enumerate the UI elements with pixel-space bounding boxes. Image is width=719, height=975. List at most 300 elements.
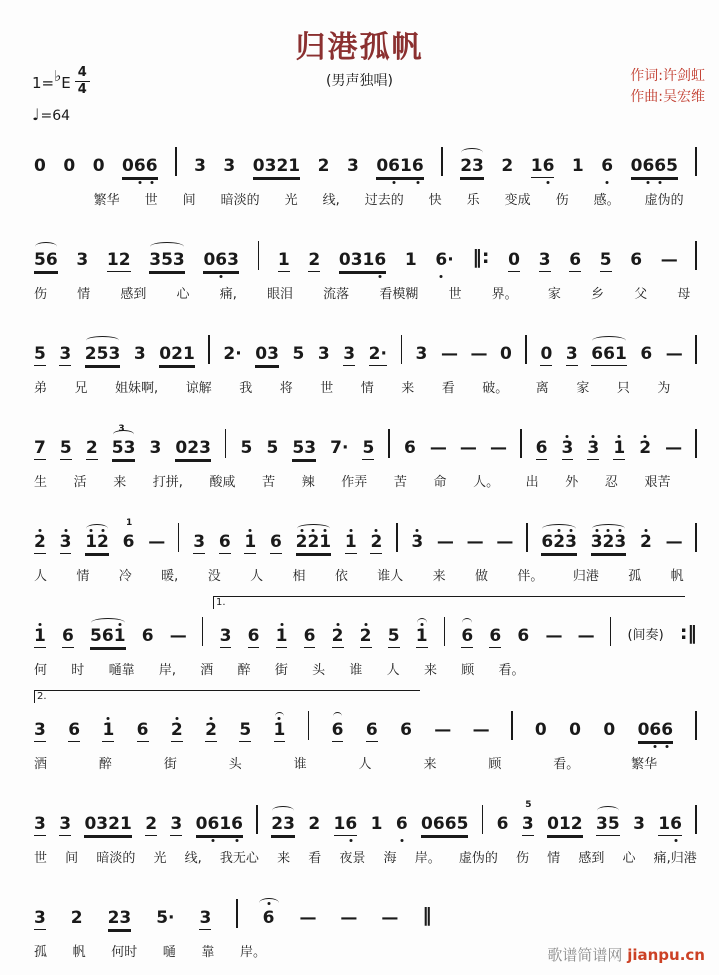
barline xyxy=(695,805,697,834)
grace-note: 5 xyxy=(525,800,532,810)
lyric: 人 xyxy=(34,569,48,584)
dash: — xyxy=(148,532,165,552)
dash: — xyxy=(665,438,682,458)
lyric: 痛, xyxy=(219,287,237,302)
note: 1 xyxy=(277,250,290,270)
note: 53 xyxy=(292,438,317,458)
key-tempo-block xyxy=(32,66,90,124)
barline xyxy=(695,429,697,458)
barline xyxy=(202,617,204,646)
lyric: 界。 xyxy=(491,287,518,302)
lyric: 头 xyxy=(228,757,242,772)
notes-row xyxy=(34,520,697,554)
dash: — xyxy=(665,532,682,552)
lyrics-row xyxy=(34,941,432,960)
notes-row xyxy=(34,426,697,460)
note: 6 xyxy=(247,626,260,646)
lyric: 活 xyxy=(73,475,87,490)
dash: — xyxy=(459,438,476,458)
note: 3 xyxy=(587,438,600,458)
note: 0 xyxy=(508,250,521,270)
note: 5 xyxy=(240,438,253,458)
note: 063 xyxy=(203,250,239,270)
note: 0 xyxy=(63,156,76,176)
note: 6 xyxy=(218,532,231,552)
note: 3 xyxy=(34,720,46,740)
note: 6 xyxy=(262,908,275,928)
note: 16 xyxy=(333,814,358,834)
dash: — xyxy=(470,344,487,364)
note: 6 xyxy=(62,626,74,646)
lyric: 外 xyxy=(565,475,579,490)
lyric: 变成 xyxy=(504,193,531,208)
note: 6 xyxy=(270,532,282,552)
note: 066 xyxy=(637,720,674,740)
note: 6 xyxy=(303,626,316,646)
note: 3 53 xyxy=(111,424,136,458)
lyric: 做 xyxy=(475,569,489,584)
note: 066 xyxy=(122,156,158,176)
dash: — xyxy=(466,532,483,552)
lyric: 醉 xyxy=(237,663,251,678)
note: 3 xyxy=(219,626,232,646)
lyric: 谁 xyxy=(293,757,307,772)
lyric: 伤 xyxy=(555,193,569,208)
credits xyxy=(630,66,705,108)
lyric: 岸, xyxy=(158,663,176,678)
lyric: 来 xyxy=(423,663,437,678)
note: 5· xyxy=(156,908,175,928)
lyric: 街 xyxy=(163,757,177,772)
note: 6 xyxy=(496,814,509,834)
barline xyxy=(401,335,403,364)
lyric: 间 xyxy=(182,193,196,208)
lyric: 乐 xyxy=(466,193,480,208)
lyric: 伴。 xyxy=(517,569,544,584)
note: 2 xyxy=(85,438,98,458)
barline xyxy=(695,147,697,176)
note: 2 xyxy=(70,908,83,928)
note: 16 xyxy=(658,814,682,834)
note: 3 xyxy=(411,532,424,552)
repeat-end: :‖ xyxy=(679,622,697,644)
note: 6 xyxy=(403,438,416,458)
lyric: 谁人 xyxy=(377,569,404,584)
note: 3 xyxy=(199,908,212,928)
lyric: 离 xyxy=(535,381,549,396)
system xyxy=(34,218,697,312)
lyric: 将 xyxy=(279,381,293,396)
note: 0 xyxy=(540,344,553,364)
lyric: 帆 xyxy=(72,945,86,960)
note: 0 xyxy=(92,156,105,176)
lyric: 孤 xyxy=(628,569,642,584)
note: 03 xyxy=(255,344,279,364)
barline xyxy=(525,335,527,364)
lyric: 家 xyxy=(576,381,590,396)
lyric: 世 xyxy=(34,851,48,866)
note: 1 xyxy=(415,626,428,646)
note: 353 xyxy=(149,250,185,270)
grace-note: 1 xyxy=(125,518,133,528)
barline xyxy=(396,523,398,552)
note: 2 xyxy=(308,814,321,834)
note: 253 xyxy=(84,344,121,364)
notes-row xyxy=(34,896,432,930)
lyric: 人 xyxy=(386,663,400,678)
note: 6 xyxy=(331,720,344,740)
note: 0616 xyxy=(376,156,424,176)
volta-label: 1. xyxy=(216,597,226,608)
annotation: (间奏) xyxy=(627,628,664,643)
note: 0321 xyxy=(252,156,301,176)
site-name: 歌谱简谱网 xyxy=(547,946,623,964)
score xyxy=(0,122,719,970)
note: 3 xyxy=(34,814,46,834)
note: 2· xyxy=(368,344,387,364)
lyric: 岸。 xyxy=(239,945,266,960)
note: 5 3 xyxy=(521,800,534,834)
lyric: 出 xyxy=(525,475,539,490)
note: 1 xyxy=(244,532,257,552)
barline xyxy=(695,523,697,552)
lyric: 没 xyxy=(207,569,221,584)
barline xyxy=(388,429,390,458)
lyric: 弟 xyxy=(34,381,48,396)
system xyxy=(34,688,697,782)
barline xyxy=(695,335,697,364)
lyric: 世 xyxy=(448,287,462,302)
lyric: 母 xyxy=(677,287,691,302)
flat-sign: ♭ xyxy=(54,67,62,86)
lyric: 流落 xyxy=(323,287,350,302)
lyric: 人 xyxy=(250,569,264,584)
lyric: 苦 xyxy=(393,475,407,490)
lyric: 繁华 xyxy=(631,757,658,772)
note: 0665 xyxy=(421,814,469,834)
lyric: 光 xyxy=(153,851,167,866)
barline xyxy=(175,147,177,176)
note: 3 xyxy=(633,814,645,834)
note: 0 xyxy=(569,720,581,740)
note: 3 xyxy=(223,156,236,176)
dash: — xyxy=(299,908,316,928)
grace-note: 3 xyxy=(118,424,125,434)
key-signature: 1=♭E xyxy=(32,67,71,93)
note: 3 xyxy=(149,438,162,458)
lyric: 帆 xyxy=(670,569,684,584)
lyric: 感到 xyxy=(578,851,605,866)
lyrics-row xyxy=(34,753,697,772)
site-url: jianpu.cn xyxy=(627,946,705,964)
note: 1 xyxy=(404,250,417,270)
dash: — xyxy=(489,438,506,458)
volta-bracket xyxy=(34,690,420,703)
lyric: 虚伪的 xyxy=(644,193,684,208)
lyric: 何 xyxy=(34,663,48,678)
note: 3 xyxy=(59,814,72,834)
dash: — xyxy=(434,720,451,740)
lyric: 兄 xyxy=(74,381,88,396)
lyric: 相 xyxy=(292,569,306,584)
note: 0 xyxy=(34,156,46,176)
lyric: 人 xyxy=(358,757,372,772)
note: 3 xyxy=(194,156,206,176)
note: 3 xyxy=(59,344,72,364)
lyric: 我 xyxy=(239,381,253,396)
note: 1 xyxy=(102,720,115,740)
lyric: 来 xyxy=(432,569,446,584)
volta-bracket xyxy=(213,596,685,609)
lyric: 作弄 xyxy=(341,475,368,490)
note: 2· xyxy=(223,344,242,364)
song-subtitle: (男声独唱) xyxy=(326,73,393,89)
note: 2 xyxy=(170,720,183,740)
dash: — xyxy=(665,344,682,364)
time-signature: $\frac{4}{4}$ xyxy=(75,66,90,98)
lyric: 间 xyxy=(65,851,79,866)
lyric: 看模糊 xyxy=(379,287,419,302)
note: 1 xyxy=(275,626,288,646)
note: 3 xyxy=(565,344,578,364)
note: 5 xyxy=(362,438,375,458)
dash: — xyxy=(545,626,562,646)
note: 7· xyxy=(330,438,349,458)
lyric: 孤 xyxy=(34,945,48,960)
barline xyxy=(526,523,528,552)
lyric: 依 xyxy=(334,569,348,584)
note: 2 xyxy=(205,720,217,740)
note: 021 xyxy=(159,344,195,364)
lyric: 世 xyxy=(144,193,158,208)
note: 1 6 xyxy=(122,518,135,552)
lyric: 过去的 xyxy=(364,193,404,208)
system xyxy=(34,594,697,688)
lyric: 时 xyxy=(71,663,85,678)
lyric: 暖, xyxy=(161,569,179,584)
watermark xyxy=(547,944,705,965)
lyric: 归港 xyxy=(572,569,599,584)
note: 6 xyxy=(365,720,378,740)
note: 623 xyxy=(541,532,577,552)
note: 5 xyxy=(239,720,252,740)
note: 3 xyxy=(415,344,428,364)
dash: — xyxy=(660,250,677,270)
lyrics-row xyxy=(34,283,697,302)
lyric: 看。 xyxy=(498,663,525,678)
note: 6 xyxy=(395,814,408,834)
lyrics-row xyxy=(34,847,697,866)
note: 0 xyxy=(500,344,512,364)
lyric: 谁 xyxy=(349,663,363,678)
system xyxy=(34,782,697,876)
lyric: 痛,归港 xyxy=(653,851,697,866)
note: 323 xyxy=(590,532,627,552)
lyric: 暗淡的 xyxy=(220,193,260,208)
lyric: 快 xyxy=(428,193,442,208)
note: 3 xyxy=(343,344,356,364)
lyric: 靠 xyxy=(201,945,215,960)
note: 6 xyxy=(461,626,474,646)
lyric: 情 xyxy=(360,381,374,396)
dash: — xyxy=(496,532,513,552)
lyric: 酸咸 xyxy=(209,475,236,490)
note: 5 xyxy=(59,438,72,458)
note: 0321 xyxy=(84,814,132,834)
note: 6 xyxy=(601,156,614,176)
lyric: 只 xyxy=(616,381,630,396)
lyric: 夜景 xyxy=(339,851,366,866)
note: 2 xyxy=(308,250,321,270)
notes-row xyxy=(34,614,697,648)
credit-composer: 作曲:吴宏维 xyxy=(630,89,705,105)
lyric: 心 xyxy=(176,287,190,302)
note: 3 xyxy=(317,344,330,364)
lyric: 线, xyxy=(184,851,202,866)
notes-row xyxy=(34,238,697,272)
lyric: 冷 xyxy=(118,569,132,584)
lyric: 光 xyxy=(284,193,298,208)
note: 0665 xyxy=(630,156,678,176)
note: 0316 xyxy=(338,250,387,270)
note: 6· xyxy=(435,250,454,270)
lyric: 人。 xyxy=(473,475,500,490)
note: 6 xyxy=(640,344,653,364)
lyric: 命 xyxy=(433,475,447,490)
note: 1 xyxy=(613,438,626,458)
note: 6 xyxy=(141,626,154,646)
tempo-marking: ♩=64 xyxy=(32,104,71,124)
note: 6 xyxy=(630,250,643,270)
notes-row xyxy=(34,802,697,836)
notes-row xyxy=(34,708,697,742)
lyric: 暗淡的 xyxy=(96,851,136,866)
lyric: 岸。 xyxy=(414,851,441,866)
note: 12 xyxy=(85,532,109,552)
note: 661 xyxy=(591,344,627,364)
system xyxy=(34,406,697,500)
note: 6 xyxy=(517,626,530,646)
lyric: 繁华 xyxy=(93,193,120,208)
dash: — xyxy=(436,532,453,552)
note: 3 xyxy=(346,156,359,176)
volta-label: 2. xyxy=(37,691,47,702)
note: 6 xyxy=(68,720,81,740)
barline xyxy=(308,711,310,740)
note: 012 xyxy=(547,814,583,834)
lyric: 伤 xyxy=(34,287,48,302)
lyric: 破。 xyxy=(482,381,509,396)
system xyxy=(34,500,697,594)
system xyxy=(34,124,697,218)
barline xyxy=(236,899,238,928)
lyric: 打拼, xyxy=(152,475,183,490)
lyric: 来 xyxy=(113,475,127,490)
lyric: 线, xyxy=(322,193,340,208)
note: 23 xyxy=(271,814,295,834)
quarter-note-icon: ♩ xyxy=(32,104,40,124)
dash: — xyxy=(381,908,398,928)
note: 1 xyxy=(273,720,286,740)
lyrics-row xyxy=(34,189,697,208)
lyric: 世 xyxy=(320,381,334,396)
system xyxy=(34,312,697,406)
lyric: 虚伪的 xyxy=(458,851,498,866)
note: 35 xyxy=(596,814,620,834)
dash: — xyxy=(429,438,446,458)
lyric: 嗵靠 xyxy=(108,663,135,678)
lyric: 感。 xyxy=(593,193,620,208)
note: 2 xyxy=(317,156,330,176)
lyric: 来 xyxy=(423,757,437,772)
lyric: 情 xyxy=(76,569,90,584)
lyric: 情 xyxy=(77,287,91,302)
note: 1 xyxy=(34,626,46,646)
note: 5 xyxy=(292,344,305,364)
barline xyxy=(225,429,227,458)
note: 3 xyxy=(59,532,72,552)
note: 12 xyxy=(106,250,131,270)
lyric: 海 xyxy=(383,851,397,866)
note: 2 xyxy=(145,814,158,834)
lyric: 看。 xyxy=(553,757,580,772)
lyric: 眼泪 xyxy=(266,287,293,302)
lyric: 生 xyxy=(34,475,48,490)
note: 0 xyxy=(603,720,616,740)
header xyxy=(0,0,719,122)
lyric: 街 xyxy=(274,663,288,678)
lyric: 艰苦 xyxy=(644,475,671,490)
note: 2 xyxy=(359,626,372,646)
note: 3 xyxy=(76,250,89,270)
lyric: 嗵 xyxy=(162,945,176,960)
dash: — xyxy=(169,626,186,646)
note: 23 xyxy=(460,156,484,176)
notes-row xyxy=(34,332,697,366)
note: 2 xyxy=(370,532,383,552)
note: 6 xyxy=(489,626,502,646)
notes-row xyxy=(34,144,697,178)
lyric: 家 xyxy=(547,287,561,302)
barline xyxy=(482,805,484,834)
note: 56 xyxy=(34,250,58,270)
lyric: 苦 xyxy=(262,475,276,490)
lyric: 乡 xyxy=(591,287,605,302)
lyric: 酒 xyxy=(200,663,214,678)
note: 023 xyxy=(175,438,211,458)
barline xyxy=(520,429,522,458)
barline xyxy=(511,711,513,740)
barline xyxy=(695,711,697,740)
lyric: 头 xyxy=(312,663,326,678)
barline xyxy=(178,523,180,552)
lyrics-row xyxy=(34,565,697,584)
lyric: 感到 xyxy=(120,287,147,302)
lyrics-row xyxy=(34,377,697,396)
lyric: 酒 xyxy=(34,757,48,772)
note: 2 xyxy=(34,532,46,552)
repeat-begin: ‖: xyxy=(472,246,490,268)
lyric: 为 xyxy=(657,381,671,396)
lyric: 顾 xyxy=(461,663,475,678)
note: 1 xyxy=(571,156,584,176)
barline xyxy=(258,241,260,270)
note: 6 xyxy=(136,720,149,740)
note: 0616 xyxy=(195,814,243,834)
note: 1 xyxy=(370,814,383,834)
lyric: 姐妹啊, xyxy=(115,381,159,396)
lyric: 心 xyxy=(622,851,636,866)
